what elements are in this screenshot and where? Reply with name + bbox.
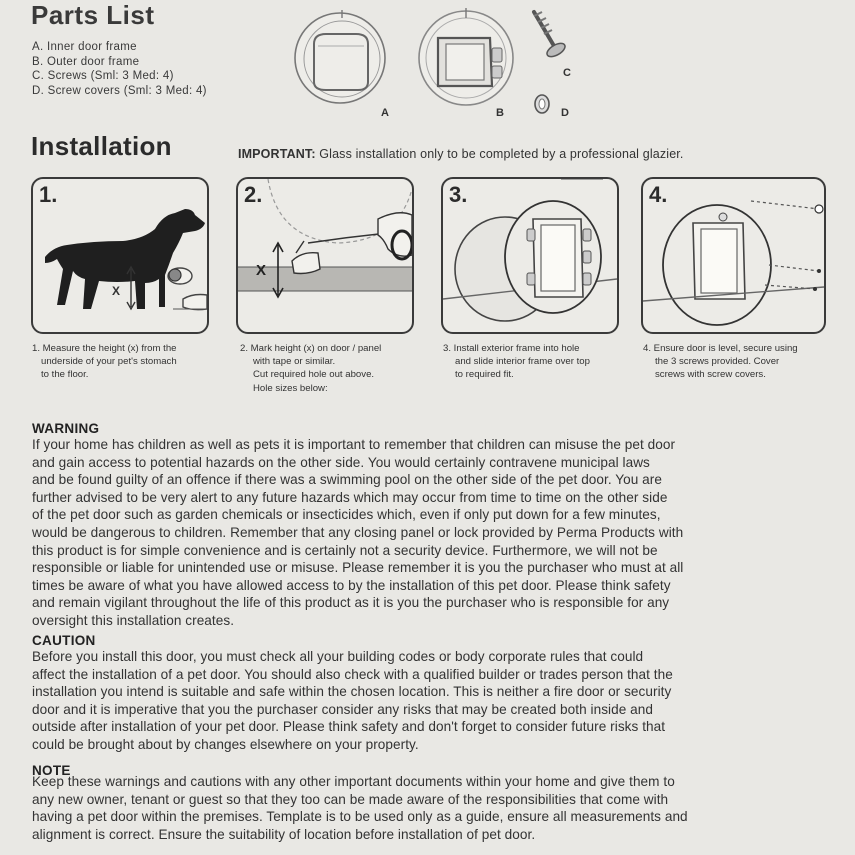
step-1-x-label: X [112, 284, 121, 298]
caption-line: underside of your pet's stomach [41, 356, 177, 368]
caption-line: screws with screw covers. [655, 369, 766, 381]
step-2-number: 2. [244, 182, 263, 207]
step-4-caption [643, 342, 798, 382]
text-line: If your home has children as well as pets it is important to remember that children can misuse the pet door [32, 437, 676, 452]
step-1-number: 1. [39, 182, 58, 207]
text-line: and remain vigilant throughout the life of this product as it is you the purchaser who is responsible for any [32, 595, 670, 611]
caption-line: Hole sizes below: [253, 382, 328, 394]
text-line: of the pet door such as garden chemicals or insecticides which, even if only put down for a few minutes, [32, 507, 661, 523]
step-1-panel [31, 177, 209, 334]
caption-line: to required fit. [455, 369, 514, 381]
caption-line: Cut required hole out above. [253, 369, 375, 381]
text-line: and gain access to potential hazards on the other side. You would certainly contravene municipal laws [32, 454, 650, 470]
part-label-b: B [496, 107, 504, 119]
step-3-panel [441, 177, 619, 334]
text-line: door and it is imperative that you the purchaser consider any risks that may be created both inside and [32, 701, 653, 717]
text-line: alignment is correct. Ensure the suitability of location before installation of pet door. [32, 826, 536, 842]
caution-heading: CAUTION [32, 633, 96, 648]
part-item-screw-covers: D. Screw covers (Sml: 3 Med: 4) [32, 84, 207, 97]
caption-line: the 3 screws provided. Cover [655, 356, 780, 368]
step-2-caption [240, 342, 381, 395]
caption-line: and slide interior frame over top [455, 356, 590, 368]
mark-height-illustration [238, 179, 412, 332]
secure-screws-illustration [643, 179, 824, 332]
text-line: affect the installation of a pet door. You should also check with a qualified builder or trades person that the [32, 666, 673, 682]
part-item-screws: C. Screws (Sml: 3 Med: 4) [32, 70, 174, 82]
caption-line: to the floor. [41, 369, 89, 381]
text-line: could be brought about by changes elsewhere on your property. [32, 736, 419, 752]
caption-line: 4. Ensure door is level, secure using [643, 343, 798, 354]
important-label: IMPORTANT: [238, 147, 316, 161]
step-4-panel [641, 177, 826, 334]
install-frame-illustration [443, 179, 617, 332]
important-notice [238, 147, 684, 161]
inner-frame-illustration [292, 4, 392, 108]
warning-text [32, 436, 832, 630]
text-line: times be aware of what you have allowed access to by the installation of this pet door. Please think safety [32, 577, 671, 593]
text-line: and be found guilty of an offence if there was a swimming pool on the other side of the pet door. You are [32, 472, 662, 488]
part-label-a: A [381, 107, 389, 119]
step-1-caption [32, 342, 177, 382]
dog-measure-illustration [33, 179, 207, 332]
step-2-x-label: X [256, 262, 267, 279]
note-heading: NOTE [32, 763, 71, 778]
text-line: having a pet door within the premises. Template is to be used only as a guide, ensure all measurements and [32, 809, 688, 825]
text-line: Keep these warnings and cautions with any other important documents within your home and give them to [32, 774, 675, 789]
step-2-panel [236, 177, 414, 334]
caption-line: 2. Mark height (x) on door / panel [240, 343, 382, 354]
text-line: responsible or liable for unintended use or misuse. Please remember it is you the purchaser who must at all [32, 560, 684, 576]
step-4-number: 4. [649, 182, 668, 207]
outer-frame-illustration [410, 4, 520, 108]
step-3-number: 3. [449, 182, 468, 207]
screw-illustration [526, 6, 570, 66]
text-line: installation you intend is suitable and safe within the chosen location. This is neither a fire door or security [32, 684, 672, 700]
caution-text [32, 648, 832, 754]
text-line: further advised to be very alert to any future hazards which may occur from time to time on the other side [32, 489, 668, 505]
text-line: oversight this installation creates. [32, 612, 235, 628]
text-line: any new owner, tenant or guest so that they too can be made aware of the responsibilities that come with [32, 791, 669, 807]
text-line: Before you install this door, you must check all your building codes or body corporate rules that could [32, 649, 644, 664]
installation-title: Installation [31, 131, 172, 161]
caption-line: 1. Measure the height (x) from the [32, 343, 177, 354]
part-label-c: C [563, 67, 571, 79]
part-label-d: D [561, 107, 569, 119]
warning-heading: WARNING [32, 421, 100, 436]
caption-line: 3. Install exterior frame into hole [443, 343, 580, 354]
part-item-outer-frame: B. Outer door frame [32, 55, 140, 68]
text-line: outside after installation of your pet door. Please think safety and don't forget to consider future risks that [32, 719, 666, 735]
text-line: this product is for simple convenience and is certainly not a security device. Furthermore, we will not be [32, 542, 658, 558]
text-line: would be dangerous to children. Remember that any closing panel or lock provided by Perma Products with [32, 524, 684, 540]
note-text [32, 773, 832, 843]
caption-line: with tape or similar. [253, 356, 336, 368]
step-3-caption [443, 342, 590, 382]
parts-list [32, 40, 207, 98]
parts-list-title: Parts List [31, 0, 155, 30]
important-text: Glass installation only to be completed by a professional glazier. [315, 147, 684, 161]
part-item-inner-frame: A. Inner door frame [32, 41, 137, 53]
screw-cover-illustration [532, 92, 552, 116]
